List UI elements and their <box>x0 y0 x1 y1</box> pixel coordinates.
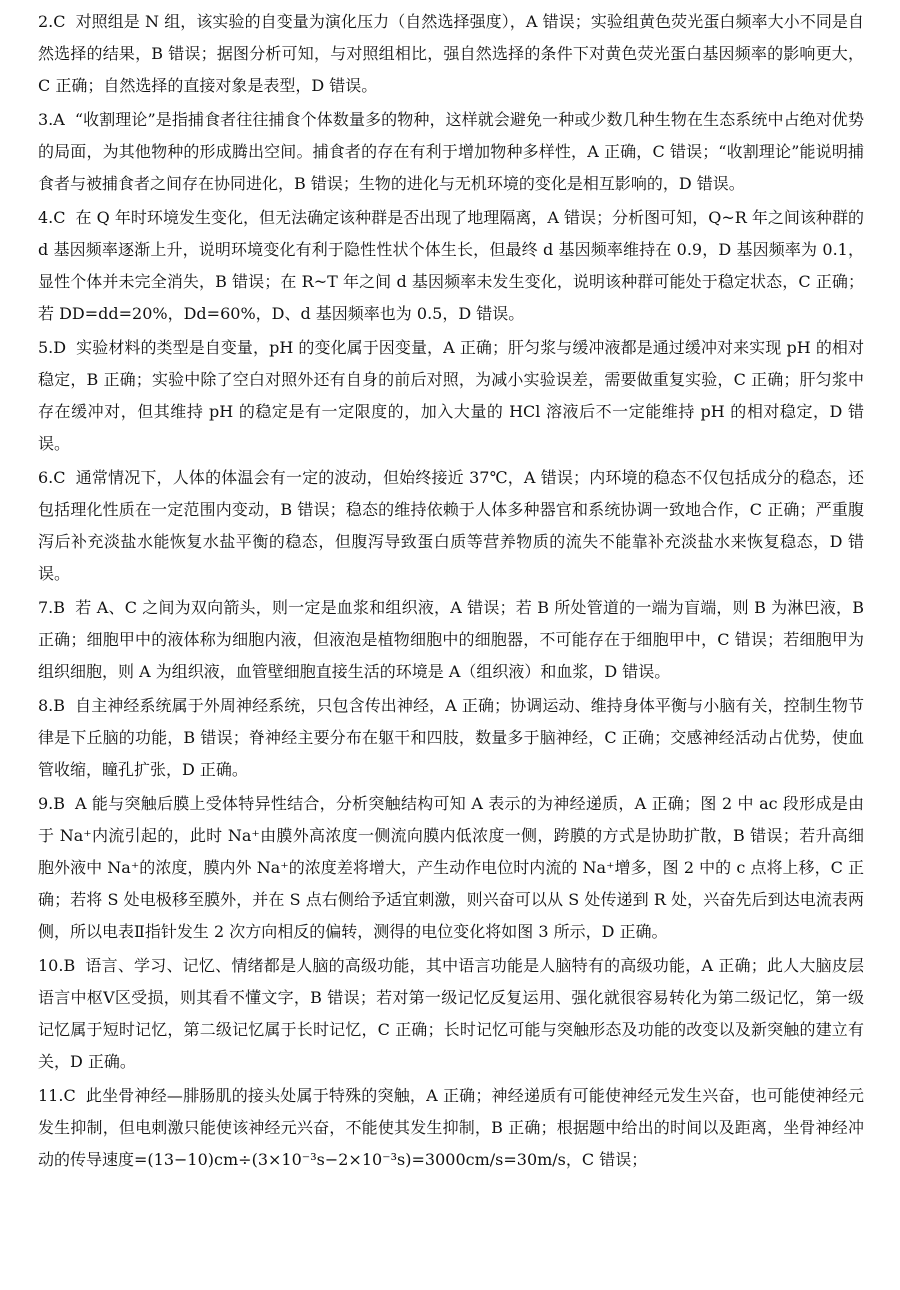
answer-number: 6.C <box>38 468 66 487</box>
answer-item-11 <box>38 1080 864 1176</box>
answer-number: 8.B <box>38 696 66 715</box>
answer-explanation-tail: ，C 错误； <box>565 1150 648 1169</box>
answer-item-4 <box>38 202 864 330</box>
answer-number: 7.B <box>38 598 66 617</box>
answer-item-3 <box>38 104 864 200</box>
answer-number: 3.A <box>38 110 65 129</box>
answer-number: 4.C <box>38 208 66 227</box>
answer-explanation: 在 Q 年时环境发生变化，但无法确定该种群是否出现了地理隔离，A 错误；分析图可知，Q~R 年之间该种群的 d 基因频率逐渐上升，说明环境变化有利于隐性性状个体生长，但最终 d 基因频率维持在 0.9，D 基因频率为 0.1，显性个体并未完全消失，B 错误；在 R~T 年之间 d 基因频率未发生变化，说明该种群可能处于稳定状态，C 正确；若 DD=dd=20%，Dd=60%，D、d 基因频率也为 0.5，D 错误。 <box>38 208 864 323</box>
answer-explanation: 对照组是 N 组，该实验的自变量为演化压力（自然选择强度），A 错误；实验组黄色荧光蛋白频率大小不同是自然选择的结果，B 错误；据图分析可知，与对照组相比，强自然选择的条件下对黄色荧光蛋白基因频率的影响更大，C 正确；自然选择的直接对象是表型，D 错误。 <box>38 12 864 95</box>
answer-explanation: 通常情况下，人体的体温会有一定的波动，但始终接近 37℃，A 错误；内环境的稳态不仅包括成分的稳态，还包括理化性质在一定范围内变动，B 错误；稳态的维持依赖于人体多种器官和系统协调一致地合作，C 正确；严重腹泻后补充淡盐水能恢复水盐平衡的稳态，但腹泻导致蛋白质等营养物质的流失不能靠补充淡盐水来恢复稳态，D 错误。 <box>38 468 864 583</box>
answer-explanation: A 能与突触后膜上受体特异性结合，分析突触结构可知 A 表示的为神经递质，A 正确；图 2 中 ac 段形成是由于 Na⁺内流引起的，此时 Na⁺由膜外高浓度一侧流向膜内低浓度一侧，跨膜的方式是协助扩散，B 错误；若升高细胞外液中 Na⁺的浓度，膜内外 Na⁺的浓度差将增大，产生动作电位时内流的 Na⁺增多，图 2 中的 c 点将上移，C 正确；若将 S 处电极移至膜外，并在 S 点右侧给予适宜刺激，则兴奋可以从 S 处传递到 R 处，兴奋先后到达电流表两侧，所以电表Ⅱ指针发生 2 次方向相反的偏转，测得的电位变化将如图 3 所示，D 正确。 <box>38 794 864 941</box>
answer-number: 9.B <box>38 794 66 813</box>
answer-number: 11.C <box>38 1086 76 1105</box>
answer-number: 2.C <box>38 12 66 31</box>
answer-explanation: 语言、学习、记忆、情绪都是人脑的高级功能，其中语言功能是人脑特有的高级功能，A 正确；此人大脑皮层语言中枢Ⅴ区受损，则其看不懂文字，B 错误；若对第一级记忆反复运用、强化就很容易转化为第二级记忆，第一级记忆属于短时记忆，第二级记忆属于长时记忆，C 正确；长时记忆可能与突触形态及功能的改变以及新突触的建立有关，D 正确。 <box>38 956 864 1071</box>
answer-item-10 <box>38 950 864 1078</box>
answer-number: 10.B <box>38 956 76 975</box>
speed-formula: =(13−10)cm÷(3×10⁻³s−2×10⁻³s)=3000cm/s=30m/s <box>134 1150 566 1169</box>
answer-number: 5.D <box>38 338 67 357</box>
answer-explanation: 实验材料的类型是自变量，pH 的变化属于因变量，A 正确；肝匀浆与缓冲液都是通过缓冲对来实现 pH 的相对稳定，B 正确；实验中除了空白对照外还有自身的前后对照，为减小实验误差，需要做重复实验，C 正确；肝匀浆中存在缓冲对，但其维持 pH 的稳定是有一定限度的，加入大量的 HCl 溶液后不一定能维持 pH 的相对稳定，D 错误。 <box>38 338 864 453</box>
answer-explanation: 自主神经系统属于外周神经系统，只包含传出神经，A 正确；协调运动、维持身体平衡与小脑有关，控制生物节律是下丘脑的功能，B 错误；脊神经主要分布在躯干和四肢，数量多于脑神经，C 正确；交感神经活动占优势，使血管收缩，瞳孔扩张，D 正确。 <box>38 696 864 779</box>
answer-explanation: 此坐骨神经—腓肠肌的接头处属于特殊的突触，A 正确；神经递质有可能使神经元发生兴奋，也可能使神经元发生抑制，但电刺激只能使该神经元兴奋，不能使其发生抑制，B 正确；根据题中给出的时间以及距离，坐骨神经冲动的传导速度 <box>38 1086 864 1169</box>
answer-item-8 <box>38 690 864 786</box>
answer-explanation: 若 A、C 之间为双向箭头，则一定是血浆和组织液，A 错误；若 B 所处管道的一端为盲端，则 B 为淋巴液，B 正确；细胞甲中的液体称为细胞内液，但液泡是植物细胞中的细胞器，不可能存在于细胞甲中，C 错误；若细胞甲为组织细胞，则 A 为组织液，血管壁细胞直接生活的环境是 A（组织液）和血浆，D 错误。 <box>38 598 864 681</box>
answer-item-5 <box>38 332 864 460</box>
answer-item-2 <box>38 6 864 102</box>
answer-item-6 <box>38 462 864 590</box>
answer-item-9 <box>38 788 864 948</box>
answer-item-7 <box>38 592 864 688</box>
answer-explanation: “收割理论”是指捕食者往往捕食个体数量多的物种，这样就会避免一种或少数几种生物在生态系统中占绝对优势的局面，为其他物种的形成腾出空间。捕食者的存在有利于增加物种多样性，A 正确，C 错误；“收割理论”能说明捕食者与被捕食者之间存在协同进化，B 错误；生物的进化与无机环境的变化是相互影响的，D 错误。 <box>38 110 864 193</box>
